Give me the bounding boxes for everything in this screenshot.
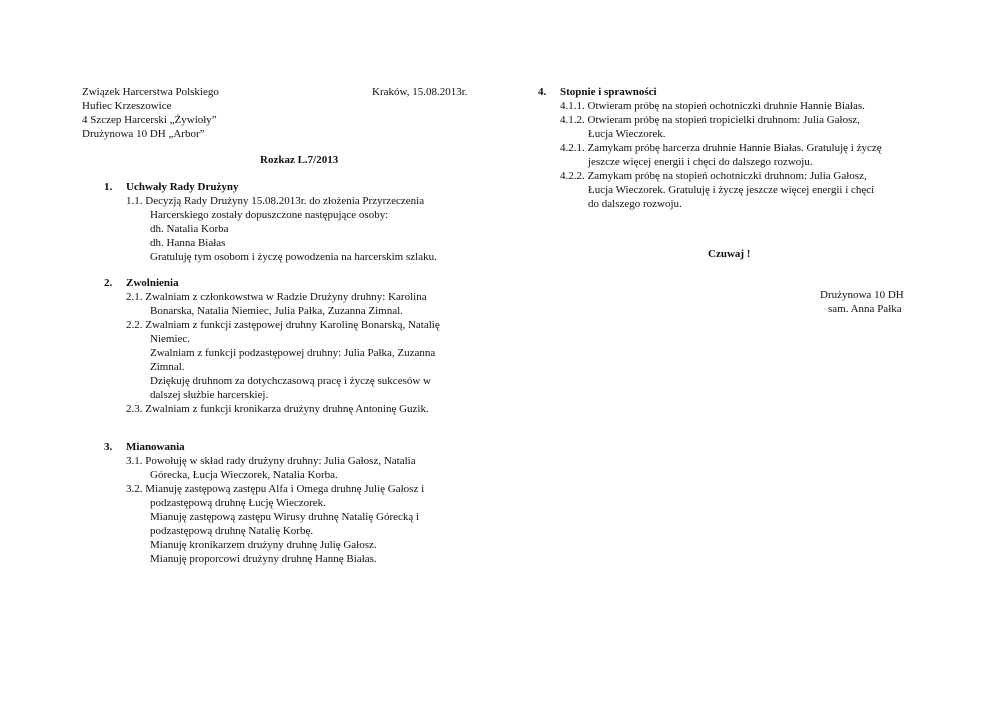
section-line: podzastępową druhnę Łucję Wieczorek. [150,497,326,509]
signature-line: Drużynowa 10 DH [820,289,904,301]
section-line: Zwalniam z funkcji podzastępowej druhny: Julia Pałka, Zuzanna [150,347,436,359]
section-line: 4.1.2. Otwieram próbę na stopień tropicielki druhnom: Julia Gałosz, [560,114,860,126]
section-heading: Mianowania [126,441,185,453]
section-line: jeszcze więcej energii i chęci do dalszego rozwoju. [588,156,813,168]
section-heading: Uchwały Rady Drużyny [126,181,239,193]
section-heading: Stopnie i sprawności [560,86,657,98]
section-line: Gratuluję tym osobom i życzę powodzenia na harcerskim szlaku. [150,251,437,263]
org-line: Drużynowa 10 DH „Arbor” [82,128,205,140]
document-title: Rozkaz L.7/2013 [260,154,339,166]
section-line: 2.3. Zwalniam z funkcji kronikarza drużyny druhnę Antoninę Guzik. [126,403,429,415]
section-line: 4.1.1. Otwieram próbę na stopień ochotniczki druhnie Hannie Białas. [560,100,865,112]
section-line: dalszej służbie harcerskiej. [150,389,269,401]
section-number: 1. [104,181,113,193]
section-line: dh. Hanna Białas [150,237,226,249]
section-line: Dziękuję druhnom za dotychczasową pracę i życzę sukcesów w [150,375,431,387]
section-line: Łucja Wieczorek. Gratuluję i życzę jeszcze więcej energii i chęci [588,184,875,196]
section-line: 1.1. Decyzją Rady Drużyny 15.08.2013r. do złożenia Przyrzeczenia [126,195,425,207]
section-line: Harcerskiego zostały dopuszczone następujące osoby: [150,209,389,221]
section-line: podzastępową druhnę Natalię Korbę. [150,525,314,537]
section-number: 3. [104,441,113,453]
section-line: Łucja Wieczorek. [588,128,666,140]
section-line: 3.2. Mianuję zastępową zastępu Alfa i Omega druhnę Julię Gałosz i [126,483,425,495]
section-number: 4. [538,86,547,98]
org-line: Hufiec Krzeszowice [82,100,172,112]
section-line: Górecka, Łucja Wieczorek, Natalia Korba. [150,469,338,481]
section-line: 4.2.1. Zamykam próbę harcerza druhnie Hannie Białas. Gratuluję i życzę [560,142,882,154]
section-line: Niemiec. [150,333,191,345]
section-line: Zimnal. [150,361,185,373]
section-number: 2. [104,277,113,289]
section-line: Mianuję zastępową zastępu Wirusy druhnę Natalię Górecką i [150,511,420,523]
section-heading: Zwolnienia [126,277,179,289]
section-line: Bonarska, Natalia Niemiec, Julia Pałka, Zuzanna Zimnal. [150,305,403,317]
closing-salute: Czuwaj ! [708,248,751,260]
section-line: 3.1. Powołuję w skład rady drużyny druhny: Julia Gałosz, Natalia [126,455,416,467]
section-line: Mianuję proporcowi drużyny druhnę Hannę Białas. [150,553,377,565]
section-line: 2.1. Zwalniam z członkowstwa w Radzie Drużyny druhny: Karolina [126,291,427,303]
section-line: do dalszego rozwoju. [588,198,682,210]
place-date: Kraków, 15.08.2013r. [372,86,468,98]
section-line: 2.2. Zwalniam z funkcji zastępowej druhny Karolinę Bonarską, Natalię [126,319,440,331]
section-line: dh. Natalia Korba [150,223,229,235]
signature-line: sam. Anna Pałka [828,303,902,315]
section-line: Mianuję kronikarzem drużyny druhnę Julię Gałosz. [150,539,377,551]
org-line: Związek Harcerstwa Polskiego [82,86,219,98]
org-line: 4 Szczep Harcerski „Żywioły” [82,114,217,126]
section-line: 4.2.2. Zamykam próbę na stopień ochotniczki druhnom: Julia Gałosz, [560,170,867,182]
